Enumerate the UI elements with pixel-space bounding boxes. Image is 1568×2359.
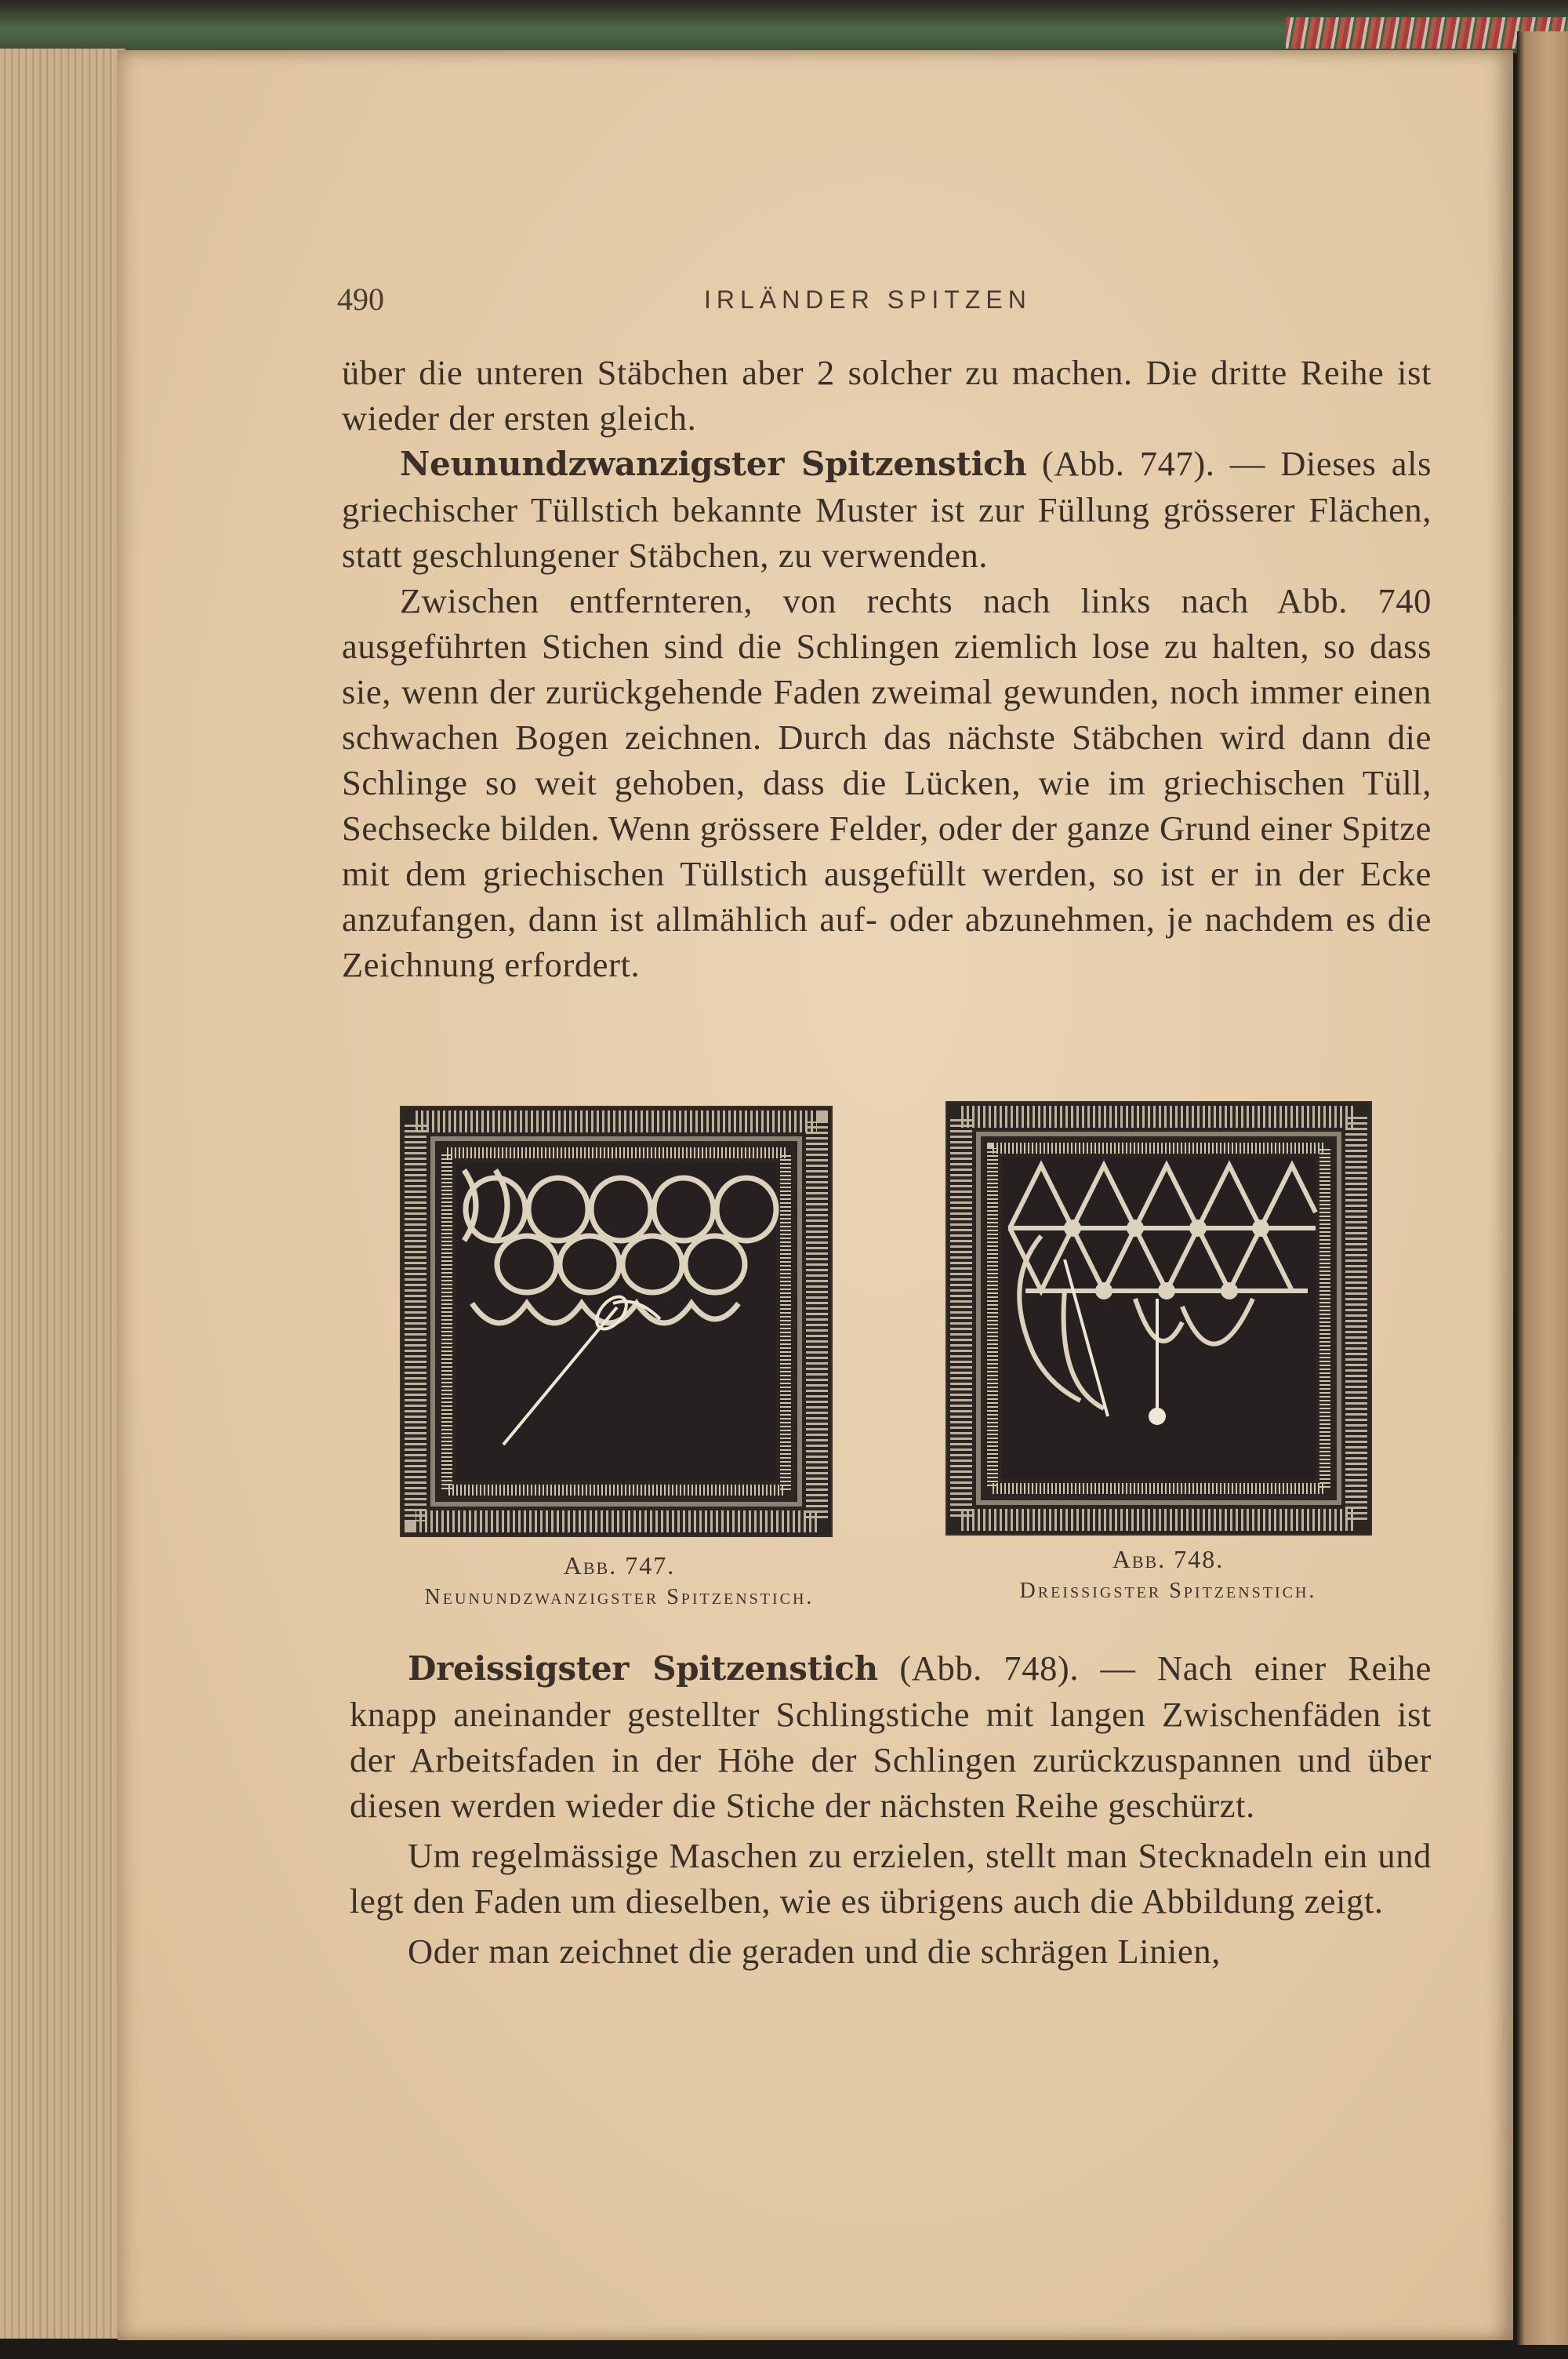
text-block-top bbox=[342, 350, 1432, 987]
section-heading-29: Neunundzwanzigster Spitzenstich bbox=[400, 445, 1027, 483]
book-page-edges bbox=[0, 49, 125, 2339]
next-page-edge bbox=[1517, 31, 1568, 2345]
figure-748-caption bbox=[925, 1545, 1411, 1604]
running-head: IRLÄNDER SPITZEN bbox=[704, 285, 1032, 314]
figure-748-image bbox=[947, 1103, 1370, 1534]
figure-747-caption bbox=[368, 1551, 870, 1610]
figure-747-title: Neunundzwanzigster Spitzenstich. bbox=[424, 1585, 815, 1609]
paragraph bbox=[342, 441, 1432, 578]
page-number: 490 bbox=[337, 282, 384, 317]
paragraph: über die unteren Stäbchen aber 2 solcher zu machen. Die dritte Reihe ist wieder der ersten gleich. bbox=[342, 353, 1432, 438]
text-block-bottom bbox=[350, 1645, 1432, 1974]
figure-748-title: Dreissigster Spitzenstich. bbox=[1019, 1579, 1317, 1603]
paragraph bbox=[350, 1645, 1432, 1828]
paragraph-text: (Abb. 748). — Nach einer Reihe knapp aneinander gestellter Schlingstiche mit langen Zwischenfäden ist der Arbeitsfaden in der Höhe der Schlingen zurückzuspannen und über diesen werden wieder die Stiche der nächsten Reihe geschürzt. bbox=[350, 1648, 1432, 1825]
paragraph: Um regelmässige Maschen zu erzielen, stellt man Stecknadeln ein und legt den Faden um dieselben, wie es übrigens auch die Abbildung zeigt. bbox=[350, 1836, 1432, 1921]
paragraph-text: (Abb. 747). — Dieses als griechischer Tüllstich bekannte Muster ist zur Füllung grösserer Flächen, statt geschlungener Stäbchen, zu verwenden. bbox=[342, 444, 1432, 575]
section-heading-30: Dreissigster Spitzenstich bbox=[408, 1649, 878, 1688]
figure-747-image bbox=[401, 1107, 831, 1536]
paragraph: Oder man zeichnet die geraden und die schrägen Linien, bbox=[408, 1932, 1221, 1971]
figure-748-illustration bbox=[947, 1103, 1370, 1534]
figure-747-illustration bbox=[401, 1107, 831, 1536]
figure-747-number: Abb. 747. bbox=[563, 1551, 676, 1579]
figure-748-number: Abb. 748. bbox=[1112, 1545, 1225, 1573]
page-header bbox=[337, 281, 1435, 320]
paragraph: Zwischen entfernteren, von rechts nach links nach Abb. 740 ausgeführten Stichen sind die Schlingen ziemlich lose zu halten, so dass sie, wenn der zurückgehende Faden zweimal gewunden, noch immer einen schwachen Bogen zeichnen. Durch das nächste Stäbchen wird dann die Schlinge so weit gehoben, dass die Lücken, wie im griechischen Tüll, Sechsecke bilden. Wenn grössere Felder, oder der ganze Grund einer Spitze mit dem griechischen Tüllstich ausgefüllt werden, so ist er in der Ecke anzufangen, dann ist allmählich auf- oder abzunehmen, je nachdem es die Zeichnung erfordert. bbox=[342, 581, 1432, 984]
